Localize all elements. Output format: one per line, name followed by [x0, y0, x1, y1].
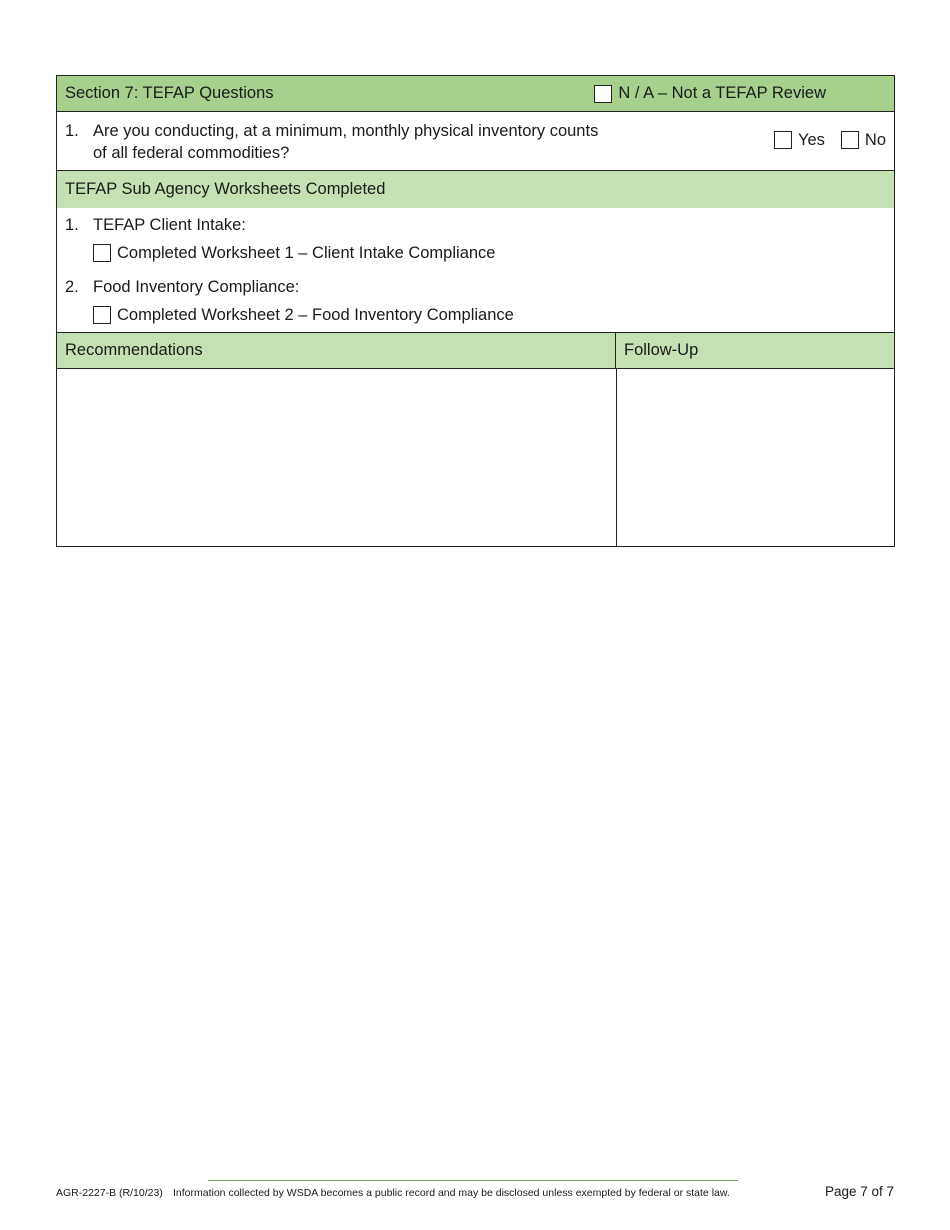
page-number: Page 7 of 7	[824, 1184, 894, 1199]
tefap-form	[56, 75, 895, 547]
no-label: No	[864, 131, 886, 149]
na-label: N / A – Not a TEFAP Review	[618, 84, 826, 102]
worksheet2-label: Completed Worksheet 2 – Food Inventory Compliance	[117, 306, 514, 324]
section-title: Section 7: TEFAP Questions	[65, 84, 274, 102]
recommendations-field[interactable]	[57, 369, 617, 546]
follow-up-field[interactable]	[617, 369, 894, 546]
no-checkbox[interactable]	[841, 131, 859, 149]
worksheets-list	[57, 208, 894, 333]
worksheet2-option	[93, 304, 886, 326]
form-id: AGR-2227-B (R/10/23)	[56, 1187, 163, 1199]
yes-option	[774, 129, 825, 151]
no-option	[841, 129, 886, 151]
na-option	[594, 84, 826, 103]
question-text-line2: of all federal commodities?	[93, 144, 290, 162]
question-row	[57, 112, 894, 171]
list-item	[65, 214, 886, 264]
worksheet1-option	[93, 242, 886, 264]
item-label: Food Inventory Compliance:	[93, 278, 300, 296]
item-number: 1.	[65, 216, 79, 234]
worksheet1-checkbox[interactable]	[93, 244, 111, 262]
question-options	[653, 120, 886, 160]
recommendations-header-row	[57, 333, 894, 369]
list-item	[65, 276, 886, 326]
item-number: 2.	[65, 278, 79, 296]
worksheet2-checkbox[interactable]	[93, 306, 111, 324]
na-checkbox[interactable]	[594, 85, 612, 103]
item-label: TEFAP Client Intake:	[93, 216, 246, 234]
worksheets-header: TEFAP Sub Agency Worksheets Completed	[57, 171, 894, 208]
yes-checkbox[interactable]	[774, 131, 792, 149]
question-text-line1: Are you conducting, at a minimum, monthly physical inventory counts	[93, 122, 599, 140]
follow-up-header: Follow-Up	[624, 341, 699, 359]
public-record-notice: Information collected by WSDA becomes a public record and may be disclosed unless exempted by federal or state law.	[173, 1187, 730, 1199]
recommendations-body-row	[57, 369, 894, 547]
question-text	[93, 120, 653, 170]
recommendations-header: Recommendations	[57, 333, 616, 368]
page-footer	[56, 1180, 894, 1210]
question-number: 1.	[65, 122, 79, 140]
worksheet1-label: Completed Worksheet 1 – Client Intake Compliance	[117, 244, 496, 262]
footer-divider	[208, 1180, 738, 1181]
yes-label: Yes	[797, 131, 825, 149]
section-header	[57, 76, 894, 112]
